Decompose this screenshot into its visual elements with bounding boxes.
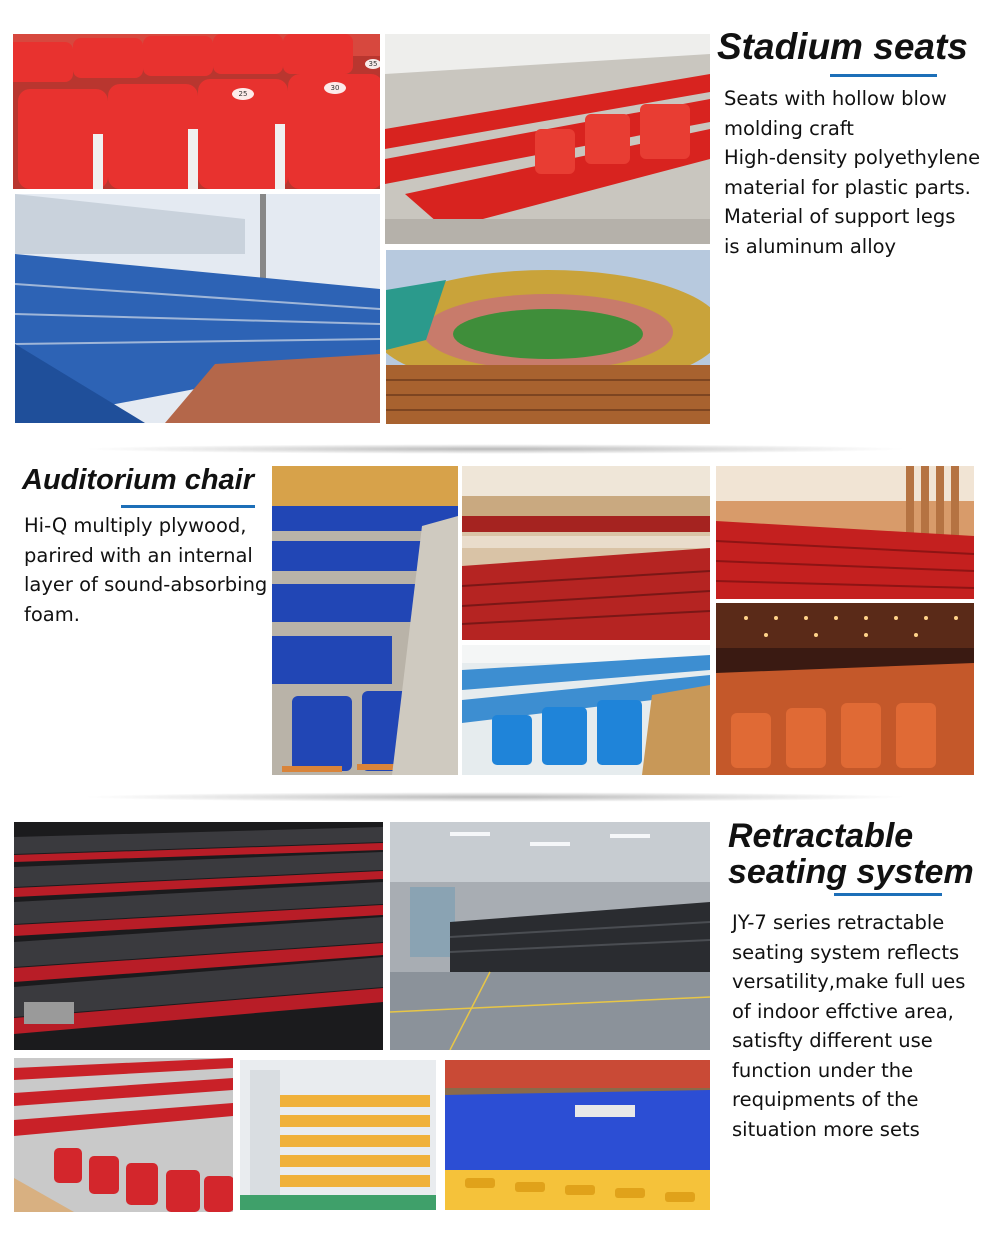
auditorium-orange-hall-photo [716, 603, 974, 775]
auditorium-balcony-red-photo [462, 466, 710, 640]
stadium-aerial-field-photo [386, 250, 710, 424]
description-line: of indoor effctive area, [732, 999, 954, 1023]
description-line: satisfty different use [732, 1029, 933, 1052]
description-line: High-density polyethylene [724, 146, 981, 169]
stadium-red-seats-closeup-photo [13, 34, 380, 189]
retractable-seating-title [728, 818, 974, 890]
retractable-gym-black-seats-photo [390, 822, 710, 1050]
section-divider [80, 792, 910, 802]
retractable-red-seats-angle-photo [14, 1058, 233, 1212]
auditorium-title-underline [121, 505, 255, 508]
description-line: molding craft [724, 116, 854, 140]
auditorium-red-hall-photo [716, 466, 974, 599]
stadium-red-seats-rows-photo [385, 34, 710, 244]
seat-number-label: 25 [238, 90, 248, 98]
auditorium-blue-chairs-stairs-photo [272, 466, 458, 775]
retractable-description [732, 908, 965, 1144]
retractable-futsal-court-photo [445, 1060, 710, 1210]
description-line: parired with an internal [24, 543, 253, 567]
auditorium-chair-title: Auditorium chair [22, 464, 255, 496]
seat-number-label: 30 [330, 84, 340, 92]
description-line: is aluminum alloy [724, 234, 897, 258]
stadium-blue-seats-grandstand-photo [15, 194, 380, 423]
description-line: situation more sets [732, 1117, 920, 1141]
retractable-yellow-bleachers-photo [240, 1060, 436, 1210]
description-line: function under the [732, 1058, 914, 1082]
retractable-title-underline [834, 893, 942, 896]
auditorium-description [24, 511, 267, 629]
retractable-title-line: seating system [728, 853, 974, 891]
description-line: foam. [24, 602, 80, 626]
section-divider [80, 444, 910, 454]
description-line: JY-7 series retractable [732, 911, 945, 934]
retractable-red-bleachers-photo [14, 822, 383, 1050]
description-line: versatility,make full ues [732, 970, 966, 993]
stadium-description [724, 84, 980, 261]
retractable-title-line: Retractable [728, 817, 914, 855]
description-line: layer of sound-absorbing [24, 573, 268, 596]
description-line: requipments of the [732, 1088, 919, 1111]
description-line: Material of support legs [724, 205, 956, 228]
auditorium-light-blue-seats-photo [462, 645, 710, 775]
description-line: Hi-Q multiply plywood, [24, 514, 247, 537]
stadium-title-underline [830, 74, 937, 77]
description-line: seating system reflects [732, 940, 960, 964]
description-line: material for plastic parts. [724, 175, 971, 199]
seat-number-label: 35 [368, 60, 378, 68]
description-line: Seats with hollow blow [724, 87, 947, 110]
stadium-seats-title: Stadium seats [717, 26, 968, 67]
